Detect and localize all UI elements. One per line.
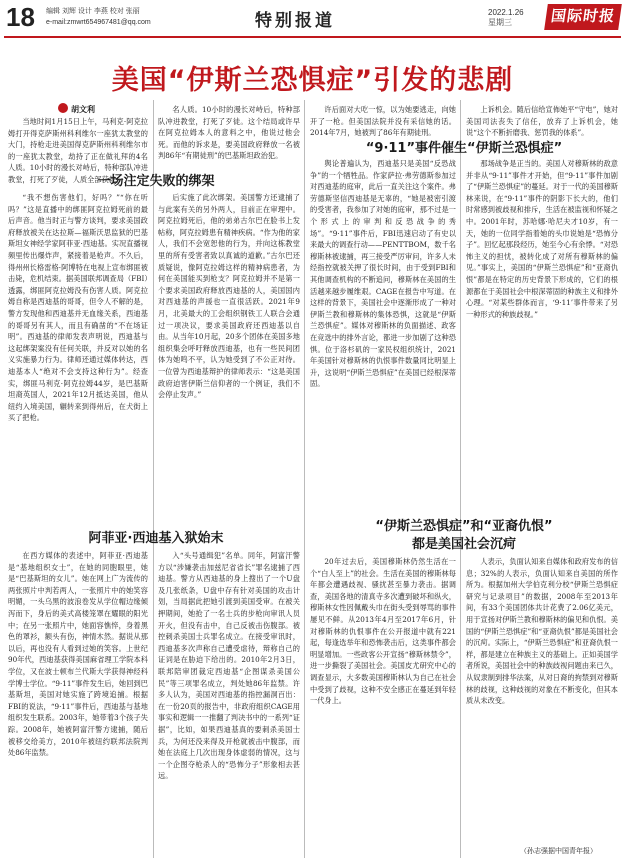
paragraph: 人表示，负面认知来自媒体和政府发布的信息；32%的人表示，负面认知来自美国的所作所为。根据加州大学伯克利分校“伊斯兰恐惧症研究与记录项目”的数据，2008年至2013年间，有33个美国团体共计花费了2.06亿美元，用于宣扬对伊斯兰教和穆斯林的偏见和仇恨。美国的“伊斯兰恐惧症”和“亚裔仇恨”都是美国社会的沉疴。实际上，“伊斯兰恐惧症”和亚裔仇恨一样，都是建立在种族主义的基础上。正如美国学者所说，美国社会中的种族歧视问题由来已久，从奴隶制到排华法案，从对日裔的拘禁到对穆斯林的歧视，这种歧视的对象在不断变化，但其本质从未改变。 — [466, 557, 618, 706]
column-1-top — [8, 116, 148, 184]
paragraph: 当地时间1月15日上午，马利克·阿克拉姆打开得克萨斯州科利维尔一座犹太教堂的大门，持枪走进美国得克萨斯州科利维尔市的一座犹太教堂，劫持了正在做礼拜的4名人质。10小时的漫长对峙后，特种部队冲进教堂，打死了歹徒，人质全部获救。 — [8, 117, 148, 184]
column-divider — [460, 100, 461, 858]
column-divider — [153, 100, 154, 858]
subheading-imprisonment: 阿菲亚·西迪基入狱始末 — [88, 531, 224, 546]
header-rule — [4, 36, 621, 38]
column-divider — [304, 100, 305, 858]
paragraph: 许后面对大吃一惊，以为她要逃走，向她开了一枪。但美国法院并没有采信她的话。2014年7月，她被判了86年有期徒刑。 — [310, 105, 456, 138]
paragraph: 上诉机会。随后信给宣佈她平“守电”，她对美国司法丧失了信任，放弃了上诉机会，她说“这个不断折磨我、惩罚我的体系”。 — [466, 105, 618, 138]
paragraph: 入“头号通缉犯”名单。同年，阿富汗警方以“涉嫌袭击加兹尼省省长”罪名逮捕了西迪基。警方从西迪基的身上搜出了一个U盘及几张纸条，U盘中存有针对美国的攻击计划，当局据此把她引渡到美国受审。在被关押期间，她抢了一名士兵的步枪向审讯人员开火，但没有击中，自己反被击伤腹部。被控刺杀美国士兵罪名成立。在接受审讯时，西迪基多次声称自己遭受虐待，辩称自己的证词是在胁迫下给出的。2010年2月3日，联邦陪审团裁定西迪基“企图谋杀美国公民”等三项罪名成立，判处她86年监禁。许多人认为，美国对西迪基的指控漏洞百出：在一份20页的报告中，非政府组织CAGE用事实和逻辑一一推翻了判决书中的一系列“证据”，比如，如果西迪基真的要刺杀美国士兵，为何还没来得及开枪就被击中腹部，而她在法庭上几次出现身体虚弱的情况，这与一个企图夺枪杀人的“恐怖分子”形象相去甚远。 — [158, 551, 300, 781]
author-icon — [58, 103, 68, 113]
column-4-bottom — [466, 556, 618, 844]
author-name: 胡文利 — [71, 104, 95, 114]
article-title: 美国“伊斯兰恐惧症”引发的悲剧 — [111, 65, 514, 96]
subheading-islamophobia-line2: 都是美国社会沉疴 — [411, 537, 516, 552]
paragraph: 那场战争是正当的。美国人对穆斯林的敌意并非从“9·11”事件才开始，但“9·11”事件加剧了“伊斯兰恐惧症”的蔓延。对于一代的美国穆斯林来说，在“9·11”事件的阴影下长大的，他们时常感到被歧视和排斥，生活在被监视和怀疑之中。2001年时，苏哈娜·哈尼夫才10岁，有一天，她的一位同学指着她的头巾说她是“恐怖分子”。回忆起那段经历，她至今心有余悸。“对恐怖主义的担忧，被转化成了对所有穆斯林的偏见。”事实上，美国的“伊斯兰恐惧症”和“亚裔仇恨”都是在特定的历史背景下形成的，它们的根源都在于美国社会中根深蒂固的种族主义和排外心理。“对某些群体而言，‘9·11’事件带来了另一种形式的种族歧视。” — [466, 159, 618, 319]
column-2-top — [158, 104, 300, 166]
date-text: 2022.1.26 — [488, 8, 524, 17]
paragraph: 20年过去后，美国穆斯林仍然生活在一个“白人至上”的社会。生活在美国的穆斯林每年都会遭遇歧视、骚扰甚至暴力袭击。据调查，美国各地的清真寺多次遭到破坏和纵火，穆斯林女性因佩戴头巾在街头受到辱骂的事件屡见不鲜。从2013年4月至2017年6月，针对穆斯林的仇恨事件在公开报道中就有221起，每逢选举年和恐怖袭击后，这类事件都会明显增加。一些政客公开宣扬“穆斯林禁令”，进一步撕裂了美国社会。美国皮尤研究中心的调查显示，大多数美国穆斯林认为自己在社会中受到了歧视，这种不安全感正在蔓延到年轻一代身上。 — [310, 557, 456, 706]
newspaper-logo: 国际时报 — [544, 4, 622, 30]
paragraph: 舆论普遍认为，西迪基只是美国“反恐战争”的一个牺牲品。作家萨拉·弗劳德斯参加过对西迪基的庭审，此后一直关注这个案件。弗劳德斯坚信西迪基是无辜的，“她是被密引渡的受害者，我参加了对她的庭审，那不过是一个形式上的审判和反恐战争的秀场”。“9·11”事件后，FBI迅速启动了有史以来最大的调查行动——PENTTBOM，数千名穆斯林被逮捕，再三接受严厉审问，许多人未经指控就被关押了很长时间，由于受到FBI和其他调查机构的不断追问，穆斯林在美国的生活越来越步履维艰。CAGE在报告中写道。在这样的背景下，美国社会中逐渐形成了一种对伊斯兰教和穆斯林的集体恐惧，这就是“伊斯兰恐惧症”。媒体对穆斯林的负面描述、政客在竞选中的排外言论，都进一步加剧了这种恐惧。位于洛杉矶的一家民权组织统计，2021年美国针对穆斯林的仇恨事件数量同比明显上升，这说明“伊斯兰恐惧症”在美国已经根深蒂固。 — [310, 159, 456, 389]
column-3-top — [310, 104, 456, 140]
weekday-text: 星期三 — [488, 18, 512, 27]
editor-line: 编辑 刘辉 设计 李燕 校对 张丽 — [46, 8, 140, 15]
paragraph: 名人质。10小时的漫长对峙后，特种部队冲进教堂，打死了歹徒。这个结局或许早在阿克拉姆本人的意料之中，他说过他会死。而他的诉求是，要美国政府释放一名被判86年“有期徒刑”的巴基斯坦政治犯。 — [158, 105, 300, 161]
column-4-top — [466, 104, 618, 140]
section-title: 特别报道 — [255, 11, 335, 30]
subheading-911: “9·11”事件催生“伊斯兰恐惧症” — [365, 141, 563, 156]
subheading-islamophobia-line1: “伊斯兰恐惧症”和“亚裔仇恨” — [375, 519, 553, 534]
column-2-bottom — [158, 550, 300, 856]
source-note: （孙志强据中国青年报） — [520, 847, 597, 855]
issue-date — [488, 8, 524, 28]
subheading-kidnapping: 一场注定失败的绑架 — [97, 174, 215, 189]
page-header — [0, 0, 625, 36]
column-4-middle — [466, 158, 618, 528]
column-3-bottom — [310, 556, 456, 856]
column-2-middle — [158, 192, 300, 522]
column-1-middle — [8, 192, 148, 522]
email-line: e-mail:zmwrt654967481@qq.com — [46, 19, 151, 26]
editor-info — [46, 6, 151, 28]
paragraph: “我不想伤害他们，好吗？”“你在听吗？”这是直播中的绑匪阿克拉姆死前的最后声音。他当时正与警方谈判，要求美国政府释放被关在达拉斯—福斯沃思监狱的巴基斯坦女神经学家阿菲亚·西迪基。实况直播视频里传出爆炸声，紧接着是枪声。不久后，得州州长格雷格·阿博特在电视上宣布绑匪被击毙，危机结束。据美国联邦调查局（FBI）透露，绑匪阿克拉姆没有伤害人质。阿克拉姆自称是西迪基的哥哥，但令人不解的是，警方发现他和西迪基并无血缘关系，西迪基的哥哥另有其人，而且有确凿的“不在场证明”。西迪基的律师发表声明说，西迪基与这起绑架案没有任何关联，并反对以她的名义实施暴力行为。律师还通过媒体转达，西迪基本人“绝对不会支持这种行为”。经查实，绑匪马利克·阿克拉姆44岁，是巴基斯坦裔英国人，2021年12月抵达美国，他从纽约入境美国，辗转来到得州后，在犬街上买了把枪。 — [8, 193, 148, 423]
page-number: 18 — [6, 2, 35, 32]
paragraph: 在西方媒体的表述中，阿菲亚·西迪基是“基地组织女士”，在她的同胞眼里，她是“巴基斯坦的女儿”。她在网上广为流传的两张照片中判若两人，一张照片中的她笑容明媚，一头乌黑的波浪卷发从学位帽边缘倾泻而下，身后的美式高楼笼罩在耀眼的阳光中；在另一张照片中，她面容憔悴，身着黑色的罩衫，额头有伤，神情木然。据说从那以后，再也没有人看到过她的笑容。上世纪90年代，西迪基获得美国麻省理工学院本科学位，又在波士顿布兰代斯大学获得神经科学博士学位。“9·11”事件发生后，她回到巴基斯坦，美国对她实施了跨境追捕。根据FBI的说法，“9·11”事件后，西迪基与基地组织发生联系。2003年，她带着3个孩子失踪。2008年，她被阿富汗警方逮捕，随后被移交给美方，2010年被纽约联邦法院判处86年监禁。 — [8, 551, 148, 758]
byline — [58, 103, 95, 115]
paragraph: 后实施了此次绑架。美国警方还逮捕了与此案有关的另外两人，目前正在审理中。阿克拉姆死后，他的弟弟古尔巴在脸书上发帖称，阿克拉姆患有精神疾病。“作为他的家人，我们不会宽恕他的行为，并向这栋教堂里的所有受害者致以真诚的道歉。”古尔巴还质疑说，像阿克拉姆这样的精神病患者，为何在美国能买到枪支？阿克拉姆并不是第一个要求美国政府释放西迪基的人，美国国内对西迪基的声援也一直很活跃。2021年9月，北美最大的工会组织钢铁工人联合会通过一项决议，要求美国政府还西迪基以自由。从当年10月起，20多个团体在美国多地组织集会呼吁释放西迪基，也有一些民间团体为她鸣不平，认为她受到了不公正对待。一位曾为西迪基辩护的律师表示：“这是美国政府迫害伊斯兰信仰者的一个例证，我们不会停止发声。” — [158, 193, 300, 400]
column-3-middle — [310, 158, 456, 528]
column-1-bottom — [8, 550, 148, 856]
